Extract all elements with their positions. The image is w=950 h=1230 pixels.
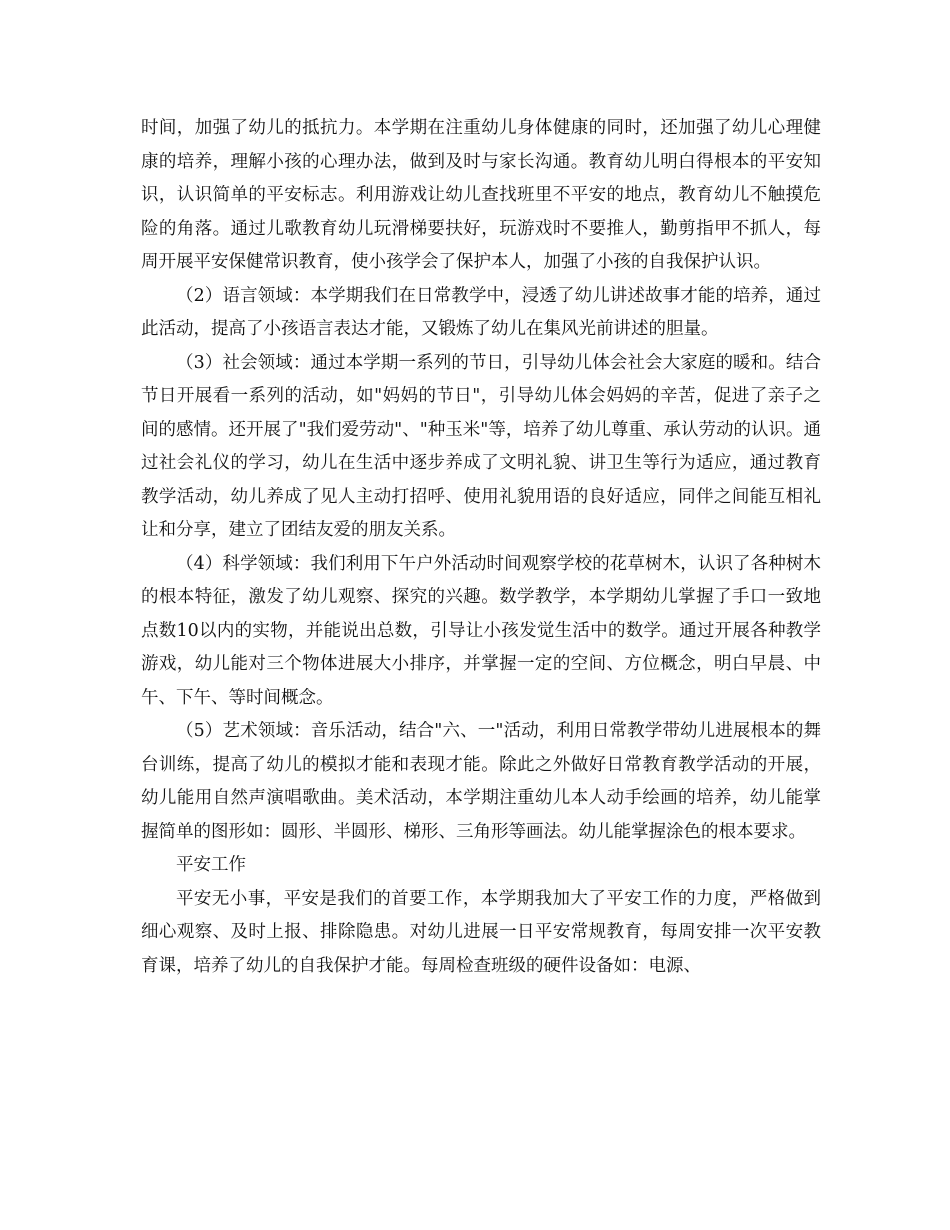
section-heading-safety: 平安工作	[176, 855, 246, 875]
paragraph-science: （4）科学领域：我们利用下午户外活动时间观察学校的花草树木，认识了各种树木的根本特征，激发了幼儿观察、探究的兴趣。数学教学，本学期幼儿掌握了手口一致地点数10以内的实物，并能说出总数，引导让小孩发觉生活中的数学。通过开展各种教学游戏，幼儿能对三个物体进展大小排序，并掌握一定的空间、方位概念，明白早晨、中午、下午、等时间概念。	[141, 553, 821, 708]
document-body	[141, 112, 821, 983]
paragraph-safety: 平安无小事，平安是我们的首要工作，本学期我加大了平安工作的力度，严格做到细心观察、及时上报、排除隐患。对幼儿进展一日平安常规教育，每周安排一次平安教育课，培养了幼儿的自我保护才能。每周检查班级的硬件设备如：电源、	[141, 888, 821, 976]
paragraph-language: （2）语言领域：本学期我们在日常教学中，浸透了幼儿讲述故事才能的培养，通过此活动，提高了小孩语言表达才能，又锻炼了幼儿在集风光前讲述的胆量。	[141, 285, 821, 339]
paragraph-health: 时间，加强了幼儿的抵抗力。本学期在注重幼儿身体健康的同时，还加强了幼儿心理健康的培养，理解小孩的心理办法，做到及时与家长沟通。教育幼儿明白得根本的平安知识，认识简单的平安标志。利用游戏让幼儿查找班里不平安的地点，教育幼儿不触摸危险的角落。通过儿歌教育幼儿玩滑梯要扶好，玩游戏时不要推人，勤剪指甲不抓人，每周开展平安保健常识教育，使小孩学会了保护本人，加强了小孩的自我保护认识。	[141, 118, 821, 272]
paragraph-art: （5）艺术领域：音乐活动，结合"六、一"活动，利用日常教学带幼儿进展根本的舞台训练，提高了幼儿的模拟才能和表现才能。除此之外做好日常教育教学活动的开展，幼儿能用自然声演唱歌曲。美术活动，本学期注重幼儿本人动手绘画的培养，幼儿能掌握简单的图形如：圆形、半圆形、梯形、三角形等画法。幼儿能掌握涂色的根本要求。	[141, 721, 821, 842]
paragraph-social: （3）社会领域：通过本学期一系列的节日，引导幼儿体会社会大家庭的暖和。结合节日开展看一系列的活动，如"妈妈的节日"，引导幼儿体会妈妈的辛苦，促进了亲子之间的感情。还开展了"我们爱劳动"、"种玉米"等，培养了幼儿尊重、承认劳动的认识。通过社会礼仪的学习，幼儿在生活中逐步养成了文明礼貌、讲卫生等行为适应，通过教育教学活动，幼儿养成了见人主动打招呼、使用礼貌用语的良好适应，同伴之间能互相礼让和分享，建立了团结友爱的朋友关系。	[141, 352, 821, 540]
